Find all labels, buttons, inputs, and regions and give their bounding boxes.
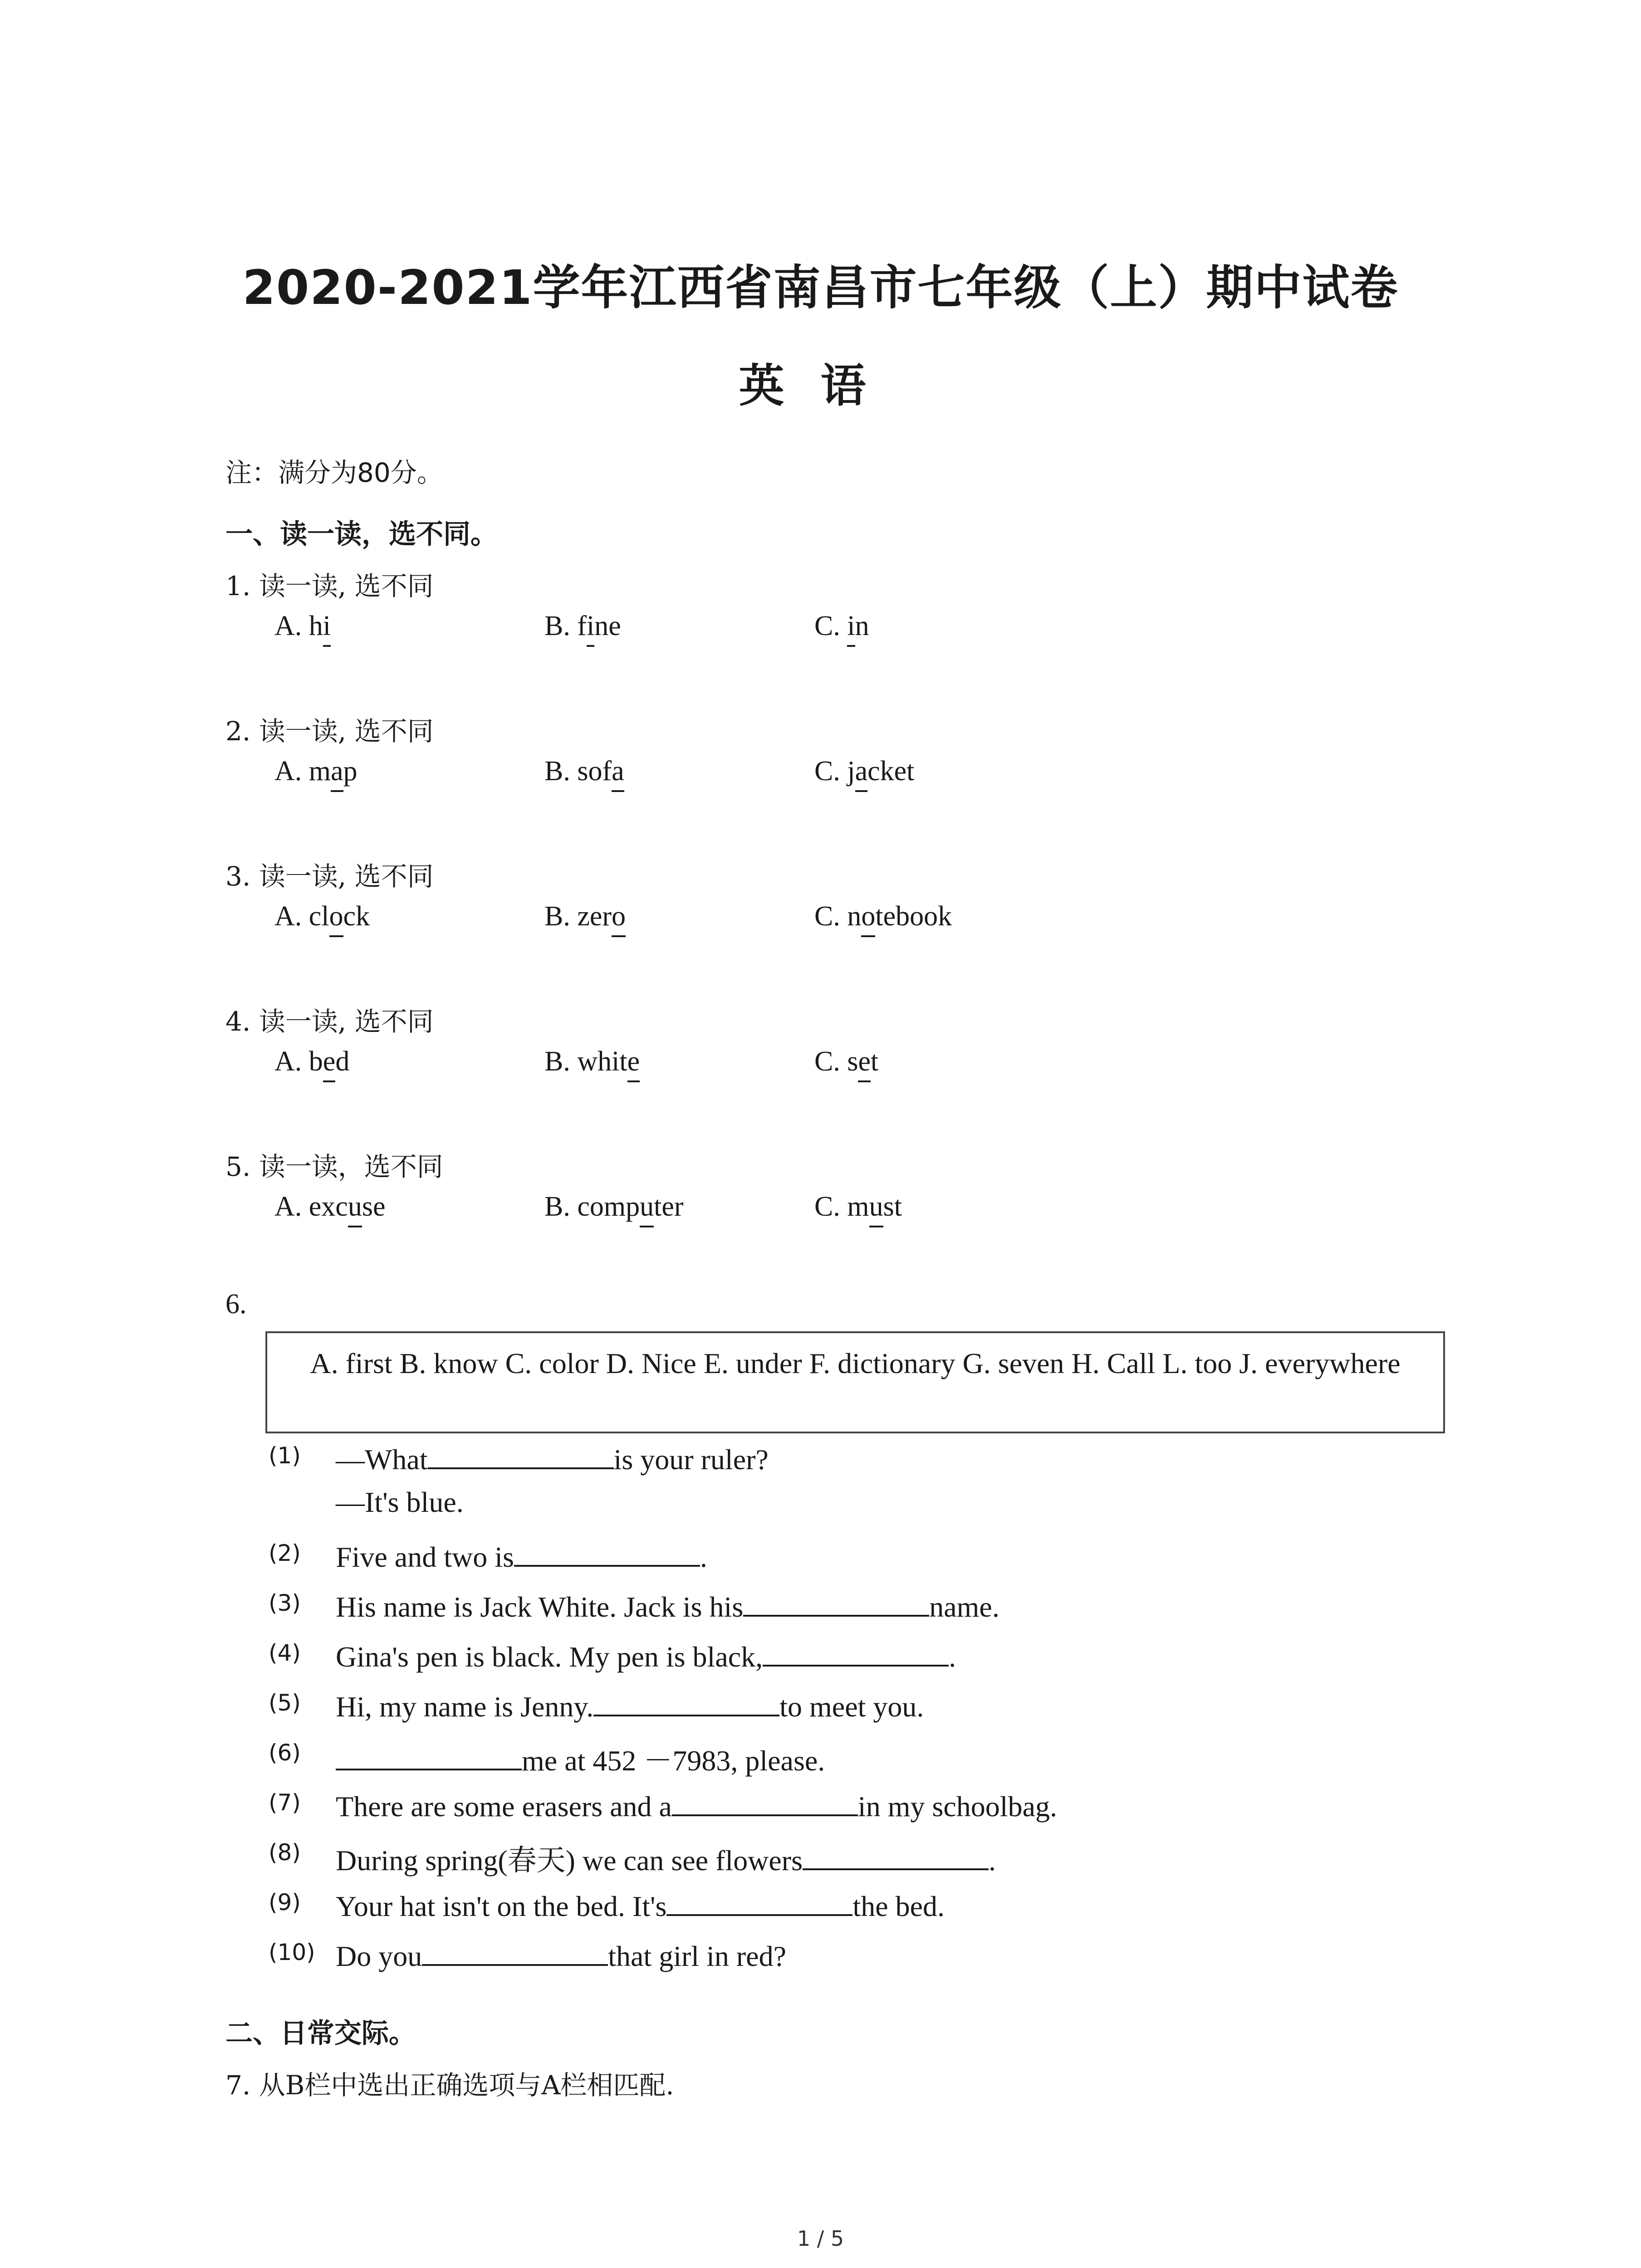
sentence-number: (1) — [269, 1442, 301, 1469]
word-bank-box: A. first B. know C. color D. Nice E. under F. dictionary G. seven H. Call L. too J. everywhere — [265, 1331, 1445, 1433]
sentence: Gina's pen is black. My pen is black, . — [336, 1637, 956, 1674]
question-head: 1. 读一读, 选不同 — [225, 571, 434, 601]
sentence: Five and two is . — [336, 1538, 707, 1574]
sentence: —What is your ruler? — [336, 1440, 769, 1476]
option-c: C. set — [814, 1046, 879, 1077]
sentence-number: (10) — [269, 1939, 315, 1965]
page-number: 1 / 5 — [797, 2226, 844, 2251]
sentence: During spring(春天) we can see flowers . — [336, 1837, 996, 1879]
answer-blank[interactable] — [336, 1741, 522, 1770]
option-a: A. excuse — [274, 1191, 386, 1222]
score-note: 注：满分为80分。 — [225, 457, 443, 488]
sentence-number: (8) — [269, 1839, 301, 1866]
exam-subject: 英语 — [739, 359, 902, 412]
option-a: A. bed — [274, 1046, 350, 1077]
sentence-number: (7) — [269, 1789, 301, 1816]
sentence: Hi, my name is Jenny. to meet you. — [336, 1687, 924, 1724]
option-a: A. map — [274, 756, 358, 787]
section-1-heading: 一、读一读，选不同。 — [225, 518, 498, 550]
question-head: 5. 读一读，选不同 — [225, 1151, 443, 1182]
option-b: B. white — [544, 1046, 640, 1077]
answer-blank[interactable] — [514, 1538, 700, 1567]
option-a: A. hi — [274, 611, 331, 641]
sentence: His name is Jack White. Jack is his name. — [336, 1588, 999, 1624]
sentence-number: (9) — [269, 1889, 301, 1916]
answer-blank[interactable] — [593, 1687, 779, 1716]
question-head: 2. 读一读, 选不同 — [225, 716, 434, 747]
option-c: C. must — [814, 1191, 902, 1222]
option-b: B. zero — [544, 901, 626, 932]
question-7-head: 7. 从B栏中选出正确选项与A栏相匹配. — [225, 2070, 674, 2101]
option-c: C. in — [814, 611, 869, 641]
option-b: B. computer — [544, 1191, 684, 1222]
sentence-number: (6) — [269, 1740, 301, 1766]
sentence-response: —It's blue. — [336, 1486, 464, 1518]
answer-blank[interactable] — [666, 1887, 852, 1916]
sentence: me at 452 －7983, please. — [336, 1737, 825, 1779]
question-6-number: 6. — [225, 1289, 247, 1320]
sentence: Your hat isn't on the bed. It's the bed. — [336, 1887, 945, 1923]
option-c: C. jacket — [814, 756, 915, 787]
sentence-number: (3) — [269, 1590, 301, 1616]
option-b: B. sofa — [544, 756, 624, 787]
answer-blank[interactable] — [422, 1937, 608, 1966]
sentence: There are some erasers and a in my schoolbag. — [336, 1787, 1057, 1823]
sentence-number: (2) — [269, 1540, 301, 1566]
answer-blank[interactable] — [743, 1588, 929, 1617]
answer-blank[interactable] — [763, 1637, 949, 1667]
option-c: C. notebook — [814, 901, 952, 932]
sentence: Do you that girl in red? — [336, 1937, 786, 1973]
sentence-number: (5) — [269, 1690, 301, 1716]
answer-blank[interactable] — [428, 1440, 614, 1469]
answer-blank[interactable] — [803, 1841, 989, 1870]
option-a: A. clock — [274, 901, 370, 932]
sentence-number: (4) — [269, 1640, 301, 1666]
question-head: 3. 读一读, 选不同 — [225, 861, 434, 892]
question-head: 4. 读一读, 选不同 — [225, 1006, 434, 1037]
exam-title: 2020-2021学年江西省南昌市七年级（上）期中试卷 — [242, 260, 1399, 315]
option-b: B. fine — [544, 611, 621, 641]
section-2-heading: 二、日常交际。 — [225, 2018, 416, 2049]
answer-blank[interactable] — [672, 1787, 858, 1816]
